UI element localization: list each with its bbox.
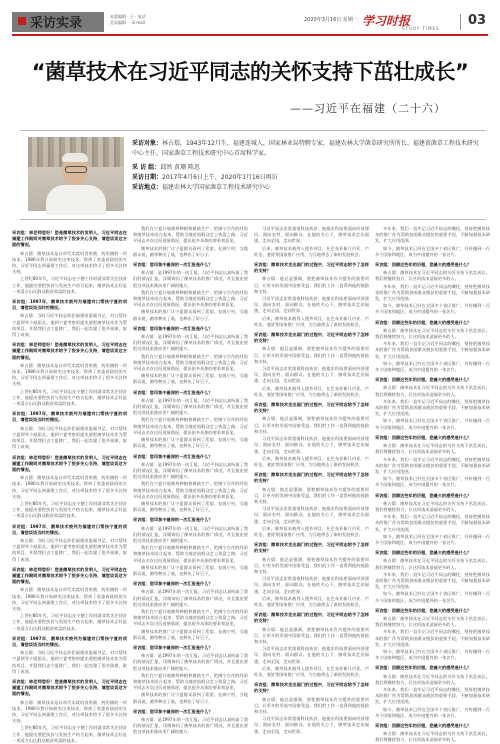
question-paragraph: 采访组：林老师您好！您是菌草技术的发明人，习近平同志在福建工作期间对菌草技术给予了很多关心支持，请您谈谈这方面的情况。 [12,342,127,360]
answer-paragraph: 林占熺：菌草技术在习近平同志的关怀支持下茁壮成长。我们将继续努力，让这项技术造福更多的人。 [375,443,490,455]
answer-paragraph: 多年来，我们一直牢记习近平同志的嘱托，坚持把菌草技术的推广作为帮助贫困群众脱贫的重要手段，不断加强技术研发，扩大应用范围。 [375,629,490,647]
answer-paragraph: 林占熺：菌草技术在习近平同志的关怀支持下茁壮成长。我们将继续努力，让这项技术造福更多的人。 [375,327,490,340]
answer-paragraph: 林占熺：菌草技术是以草代木栽培食用菌、药用菌的一项技术。1986年我开始研究这项技术，得到了省委省政府的支持。习近平同志到福建工作后，对这项技术给予了很多关注和支持。 [12,362,127,387]
answer-paragraph: 后来，菌草技术被列入援外项目，在巴布亚新几内亚、卢旺达、斐济等国家推广应用，为当地带去了新的发展机会。 [254,385,369,397]
question-paragraph: 采访组：回顾这些年的历程，您最大的感受是什么？ [375,434,472,440]
interviewer-row [132,163,482,173]
question-paragraph: 采访组：菌草技术走出国门的过程中，习近平同志给予了怎样的支持？ [254,472,369,484]
section-marker [18,17,26,25]
answer-paragraph: 上世纪80年代，习近平同志在宁德工作时就非常关注扶贫工作，他提出要把扶贫与发展生产结合起来，菌草技术正好是一项适合山区群众脱贫致富的技术。 [12,500,127,519]
answer-paragraph: 林占熺：他总是强调，要把菌草技术作为援外的重要项目，让更多的发展中国家受益。我们的工作一直得到他的鼓励和支持。 [254,486,369,504]
question-paragraph: 采访组：菌草技术走出国门的过程中，习近平同志给予了怎样的支持？ [254,682,369,694]
answer-paragraph: 上世纪80年代，习近平同志在宁德工作时就非常关注扶贫工作，他提出要把扶贫与发展生产结合起来，菌草技术正好是一项适合山区群众脱贫致富的技术。 [12,725,127,743]
answer-paragraph: 我们在宁夏开展菌草种植和菌菇生产，把闽宁合作的经验和菌草技术结合起来，帮助当地贫困群众走上致富之路。习近平同志多次过问进展情况，提出很多具体的要求和意见。 [133,289,248,308]
question-paragraph: 采访组：1997年，菌草技术被列为福建对口帮扶宁夏的项目，请您谈谈当时的情况。 [12,523,127,535]
answer-paragraph: 如今，菌草技术已经在全国多个省区推广，并传播到一百多个国家和地区，成为中国援外的一张名片。 [375,418,490,430]
question-paragraph: 采访组：您印象中最深的一次汇报是什么？ [133,517,213,523]
answer-paragraph: 菌草技术的推广让宁夏群众看到了希望。在闽宁村，当地群众说，菌草种出了菇，也种出了好日子。 [133,692,248,704]
answer-paragraph: 林占熺：他总是强调，要把菌草技术作为援外的重要项目，让更多的发展中国家受益。我们的工作一直得到他的鼓励和支持。 [254,346,369,364]
question-paragraph: 采访组：1997年，菌草技术被列为福建对口帮扶宁夏的项目，请您谈谈当时的情况。 [12,299,127,311]
question-paragraph: 采访组：您印象中最深的一次汇报是什么？ [133,389,213,395]
question-paragraph: 采访组：您印象中最深的一次汇报是什么？ [133,581,213,587]
answer-paragraph: 林占熺：是1997年的一次汇报。习近平同志认真听取了我们的情况汇报，详细询问了菌草技术的推广情况，并且提出要把这项技术推向更广阔的地方。 [133,653,248,671]
answer-paragraph: 菌草技术的推广让宁夏群众看到了希望。在闽宁村，当地群众说，菌草种出了菇，也种出了好日子。 [133,245,248,257]
question-paragraph: 采访组：菌草技术走出国门的过程中，习近平同志给予了怎样的支持？ [254,402,369,414]
question-paragraph: 采访组：您印象中最深的一次汇报是什么？ [133,453,213,459]
answer-paragraph: 林占熺：是1997年的一次汇报。习近平同志认真听取了我们的情况汇报，详细询问了菌草技术的推广情况，并且提出要把这项技术推向更广阔的地方。 [133,461,248,480]
answer-paragraph: 林占熺：是1997年的一次汇报。习近平同志认真听取了我们的情况汇报，详细询问了菌草技术的推广情况，并且提出要把这项技术推向更广阔的地方。 [133,717,248,735]
answer-paragraph: 林占熺：他总是强调，要把菌草技术作为援外的重要项目，让更多的发展中国家受益。我们的工作一直得到他的鼓励和支持。 [254,626,369,644]
answer-paragraph: 后来，菌草技术被列入援外项目，在巴布亚新几内亚、卢旺达、斐济等国家推广应用，为当地带去了新的发展机会。 [254,315,369,327]
section-title: 采访实录 [30,16,83,31]
subject-row [132,139,482,159]
article-subheadline: ——习近平在福建（二十六） [290,102,446,115]
article-column [12,226,127,743]
question-paragraph: 采访组：林老师您好！您是菌草技术的发明人，习近平同志在福建工作期间对菌草技术给予了很多关心支持，请您谈谈这方面的情况。 [12,679,127,697]
question-paragraph: 采访组：林老师您好！您是菌草技术的发明人，习近平同志在福建工作期间对菌草技术给予了很多关心支持，请您谈谈这方面的情况。 [12,566,127,585]
question-paragraph: 采访组：回顾这些年的历程，您最大的感受是什么？ [375,319,472,325]
answer-paragraph: 如今，菌草技术已经在全国多个省区推广，并传播到一百多个国家和地区，成为中国援外的一张名片。 [375,245,490,257]
interviewer-names: 邱然 黄珊 陈思 [160,164,201,171]
newspaper-logo-en: STUDY TIMES [402,26,440,31]
question-paragraph: 采访组：回顾这些年的历程，您最大的感受是什么？ [375,665,472,671]
question-paragraph: 采访组：您印象中最深的一次汇报是什么？ [133,325,213,331]
answer-paragraph: 我们在宁夏开展菌草种植和菌菇生产，把闽宁合作的经验和菌草技术结合起来，帮助当地贫困群众走上致富之路。习近平同志多次过问进展情况，提出很多具体的要求和意见。 [133,545,248,563]
place-row [132,183,482,193]
question-paragraph: 采访组：回顾这些年的历程，您最大的感受是什么？ [375,550,472,556]
interview-time: 2017年4月6日上午，2020年1月16日再访 [162,174,278,181]
answer-paragraph: 习近平同志非常重视科技扶贫，他提出科技要面向经济建设、面向农村、面向群众。在他的关心下，菌草技术走出福建，走向全国，走向世界。 [254,436,369,454]
question-paragraph: 采访组：回顾这些年的历程，您最大的感受是什么？ [375,377,472,383]
answer-paragraph: 如今，菌草技术已经在全国多个省区推广，并传播到一百多个国家和地区，成为中国援外的一张名片。 [375,591,490,603]
answer-paragraph: 多年来，我们一直牢记习近平同志的嘱托，坚持把菌草技术的推广作为帮助贫困群众脱贫的重要手段，不断加强技术研发，扩大应用范围。 [375,341,490,359]
answer-paragraph: 林占熺：是1997年的一次汇报。习近平同志认真听取了我们的情况汇报，详细询问了菌草技术的推广情况，并且提出要把这项技术推向更广阔的地方。 [133,334,248,352]
answer-paragraph: 林占熺：菌草技术是以草代木栽培食用菌、药用菌的一项技术。1986年我开始研究这项技术，得到了省委省政府的支持。习近平同志到福建工作后，对这项技术给予了很多关注和支持。 [12,699,127,724]
answer-paragraph: 我们在宁夏开展菌草种植和菌菇生产，把闽宁合作的经验和菌草技术结合起来，帮助当地贫困群众走上致富之路。习近平同志多次过问进展情况，提出很多具体的要求和意见。 [133,608,248,627]
answer-paragraph: 习近平同志非常重视科技扶贫，他提出科技要面向经济建设、面向农村、面向群众。在他的关心下，菌草技术走出福建，走向全国，走向世界。 [254,366,369,384]
question-paragraph: 采访组：林老师您好！您是菌草技术的发明人，习近平同志在福建工作期间对菌草技术给予了很多关心支持，请您谈谈这方面的情况。 [12,454,127,472]
answer-paragraph: 习近平同志非常重视科技扶贫，他提出科技要面向经济建设、面向农村、面向群众。在他的关心下，菌草技术走出福建，走向全国，走向世界。 [254,716,369,734]
divider [460,14,461,30]
subject-label: 采访对象： [132,140,163,147]
answer-paragraph: 多年来，我们一直牢记习近平同志的嘱托，坚持把菌草技术的推广作为帮助贫困群众脱贫的重要手段，不断加强技术研发，扩大应用范围。 [375,514,490,532]
question-paragraph: 采访组：您印象中最深的一次汇报是什么？ [133,644,213,650]
time-label: 采访日期： [132,174,163,181]
answer-paragraph: 林占熺：菌草技术在习近平同志的关怀支持下茁壮成长。我们将继续努力，让这项技术造福更多的人。 [375,385,490,397]
answer-paragraph: 如今，菌草技术已经在全国多个省区推广，并传播到一百多个国家和地区，成为中国援外的一张名片。 [375,706,490,718]
answer-paragraph: 林占熺：菌草技术在习近平同志的关怀支持下茁壮成长。我们将继续努力，让这项技术造福更多的人。 [375,731,490,743]
answer-paragraph: 多年来，我们一直牢记习近平同志的嘱托，坚持把菌草技术的推广作为帮助贫困群众脱贫的重要手段，不断加强技术研发，扩大应用范围。 [375,226,490,244]
answer-paragraph: 林占熺：菌草技术在习近平同志的关怀支持下茁壮成长。我们将继续努力，让这项技术造福更多的人。 [375,673,490,685]
time-row [132,173,482,183]
answer-paragraph: 菌草技术的推广让宁夏群众看到了希望。在闽宁村，当地群众说，菌草种出了菇，也种出了好日子。 [133,437,248,449]
answer-paragraph: 如今，菌草技术已经在全国多个省区推广，并传播到一百多个国家和地区，成为中国援外的一张名片。 [375,533,490,545]
answer-paragraph: 习近平同志非常重视科技扶贫，他提出科技要面向经济建设、面向农村、面向群众。在他的关心下，菌草技术走出福建，走向全国，走向世界。 [254,576,369,594]
answer-paragraph: 多年来，我们一直牢记习近平同志的嘱托，坚持把菌草技术的推广作为帮助贫困群众脱贫的重要手段，不断加强技术研发，扩大应用范围。 [375,398,490,417]
question-paragraph: 采访组：1997年，菌草技术被列为福建对口帮扶宁夏的项目，请您谈谈当时的情况。 [12,411,127,423]
issue-date: 2020年3月16日 星期一 [304,17,358,23]
answer-paragraph: 林占熺：菌草技术在习近平同志的关怀支持下茁壮成长。我们将继续努力，让这项技术造福更多的人。 [375,500,490,512]
answer-paragraph: 林占熺：当时习近平同志担任福建省委副书记、对口帮扶宁夏领导小组组长。他到宁夏考察时提出要把菌草技术作为帮扶项目，并派我们去宁夏推广，我们一起克服了很多困难，取得了成效。 [12,537,127,562]
interview-info-box [20,130,486,220]
answer-paragraph: 林占熺：是1997年的一次汇报。习近平同志认真听取了我们的情况汇报，详细询问了菌草技术的推广情况，并且提出要把这项技术推向更广阔的地方。 [133,397,248,416]
question-paragraph: 采访组：菌草技术走出国门的过程中，习近平同志给予了怎样的支持？ [254,542,369,554]
answer-paragraph: 多年来，我们一直牢记习近平同志的嘱托，坚持把菌草技术的推广作为帮助贫困群众脱贫的重要手段，不断加强技术研发，扩大应用范围。 [375,456,490,474]
answer-paragraph: 上世纪80年代，习近平同志在宁德工作时就非常关注扶贫工作，他提出要把扶贫与发展生产结合起来，菌草技术正好是一项适合山区群众脱贫致富的技术。 [12,613,127,631]
glasses-icon [65,166,87,173]
question-paragraph: 采访组：您印象中最深的一次汇报是什么？ [133,262,213,268]
answer-paragraph: 林占熺：当时习近平同志担任福建省委副书记、对口帮扶宁夏领导小组组长。他到宁夏考察时提出要把菌草技术作为帮扶项目，并派我们去宁夏推广，我们一起克服了很多困难，取得了成效。 [12,425,127,450]
answer-paragraph: 习近平同志非常重视科技扶贫，他提出科技要面向经济建设、面向农村、面向群众。在他的关心下，菌草技术走出福建，走向全国，走向世界。 [254,646,369,664]
question-paragraph: 采访组：1997年，菌草技术被列为福建对口帮扶宁夏的项目，请您谈谈当时的情况。 [12,635,127,647]
editor-credits [110,14,220,26]
newspaper-logo: 学习时报 [362,14,411,28]
portrait-hair [62,153,88,162]
page-header [12,8,488,36]
answer-paragraph: 习近平同志非常重视科技扶贫，他提出科技要面向经济建设、面向农村、面向群众。在他的关心下，菌草技术走出福建，走向全国，走向世界。 [254,226,369,244]
answer-paragraph: 多年来，我们一直牢记习近平同志的嘱托，坚持把菌草技术的推广作为帮助贫困群众脱贫的重要手段，不断加强技术研发，扩大应用范围。 [375,283,490,302]
answer-paragraph: 林占熺：是1997年的一次汇报。习近平同志认真听取了我们的情况汇报，详细询问了菌草技术的推广情况，并且提出要把这项技术推向更广阔的地方。 [133,525,248,543]
answer-paragraph: 如今，菌草技术已经在全国多个省区推广，并传播到一百多个国家和地区，成为中国援外的一张名片。 [375,648,490,661]
answer-paragraph: 林占熺：是1997年的一次汇报。习近平同志认真听取了我们的情况汇报，详细询问了菌草技术的推广情况，并且提出要把这项技术推向更广阔的地方。 [133,589,248,607]
answer-paragraph: 多年来，我们一直牢记习近平同志的嘱托，坚持把菌草技术的推广作为帮助贫困群众脱贫的重要手段，不断加强技术研发，扩大应用范围。 [375,571,490,590]
question-paragraph: 采访组：菌草技术走出国门的过程中，习近平同志给予了怎样的支持？ [254,612,369,624]
portrait-photo [28,137,124,211]
answer-paragraph: 林占熺：菌草技术是以草代木栽培食用菌、药用菌的一项技术。1986年我开始研究这项技术，得到了省委省政府的支持。习近平同志到福建工作后，对这项技术给予了很多关注和支持。 [12,475,127,499]
answer-paragraph: 我们在宁夏开展菌草种植和菌菇生产，把闽宁合作的经验和菌草技术结合起来，帮助当地贫困群众走上致富之路。习近平同志多次过问进展情况，提出很多具体的要求和意见。 [133,226,248,244]
answer-paragraph: 林占熺：他总是强调，要把菌草技术作为援外的重要项目，让更多的发展中国家受益。我们的工作一直得到他的鼓励和支持。 [254,696,369,715]
answer-paragraph: 林占熺：他总是强调，要把菌草技术作为援外的重要项目，让更多的发展中国家受益。我们的工作一直得到他的鼓励和支持。 [254,556,369,574]
answer-paragraph: 林占熺：菌草技术在习近平同志的关怀支持下茁壮成长。我们将继续努力，让这项技术造福更多的人。 [375,558,490,570]
answer-paragraph: 林占熺：当时习近平同志担任福建省委副书记、对口帮扶宁夏领导小组组长。他到宁夏考察时提出要把菌草技术作为帮扶项目，并派我们去宁夏推广，我们一起克服了很多困难，取得了成效。 [12,313,127,338]
answer-paragraph: 如今，菌草技术已经在全国多个省区推广，并传播到一百多个国家和地区，成为中国援外的一张名片。 [375,360,490,373]
answer-paragraph: 林占熺：他总是强调，要把菌草技术作为援外的重要项目，让更多的发展中国家受益。我们的工作一直得到他的鼓励和支持。 [254,416,369,434]
answer-paragraph: 菌草技术的推广让宁夏群众看到了希望。在闽宁村，当地群众说，菌草种出了菇，也种出了好日子。 [133,564,248,576]
answer-paragraph: 我们在宁夏开展菌草种植和菌菇生产，把闽宁合作的经验和菌草技术结合起来，帮助当地贫困群众走上致富之路。习近平同志多次过问进展情况，提出很多具体的要求和意见。 [133,481,248,499]
answer-paragraph: 后来，菌草技术被列入援外项目，在巴布亚新几内亚、卢旺达、斐济等国家推广应用，为当地带去了新的发展机会。 [254,245,369,257]
answer-paragraph: 我们在宁夏开展菌草种植和菌菇生产，把闽宁合作的经验和菌草技术结合起来，帮助当地贫困群众走上致富之路。习近平同志多次过问进展情况，提出很多具体的要求和意见。 [133,353,248,372]
answer-paragraph: 后来，菌草技术被列入援外项目，在巴布亚新几内亚、卢旺达、斐济等国家推广应用，为当地带去了新的发展机会。 [254,595,369,607]
question-paragraph: 采访组：回顾这些年的历程，您最大的感受是什么？ [375,607,472,613]
question-paragraph: 采访组：菌草技术走出国门的过程中，习近平同志给予了怎样的支持？ [254,262,369,274]
answer-paragraph: 我们在宁夏开展菌草种植和菌菇生产，把闽宁合作的经验和菌草技术结合起来，帮助当地贫困群众走上致富之路。习近平同志多次过问进展情况，提出很多具体的要求和意见。 [133,417,248,435]
answer-paragraph: 菌草技术的推广让宁夏群众看到了希望。在闽宁村，当地群众说，菌草种出了菇，也种出了好日子。 [133,373,248,385]
article-body [12,226,490,743]
answer-paragraph: 林占熺：菌草技术是以草代木栽培食用菌、药用菌的一项技术。1986年我开始研究这项技术，得到了省委省政府的支持。习近平同志到福建工作后，对这项技术给予了很多关注和支持。 [12,587,127,611]
portrait-shirt [46,185,106,215]
answer-paragraph: 林占熺：当时习近平同志担任福建省委副书记、对口帮扶宁夏领导小组组长。他到宁夏考察时提出要把菌草技术作为帮扶项目，并派我们去宁夏推广，我们一起克服了很多困难，取得了成效。 [12,650,127,674]
interview-details [132,139,482,193]
answer-paragraph: 菌草技术的推广让宁夏群众看到了希望。在闽宁村，当地群众说，菌草种出了菇，也种出了好日子。 [133,500,248,513]
answer-paragraph: 多年来，我们一直牢记习近平同志的嘱托，坚持把菌草技术的推广作为帮助贫困群众脱贫的重要手段，不断加强技术研发，扩大应用范围。 [375,687,490,705]
question-paragraph: 采访组：回顾这些年的历程，您最大的感受是什么？ [375,723,472,729]
answer-paragraph: 我们在宁夏开展菌草种植和菌菇生产，把闽宁合作的经验和菌草技术结合起来，帮助当地贫困群众走上致富之路。习近平同志多次过问进展情况，提出很多具体的要求和意见。 [133,672,248,691]
interviewer-label: 采 访 组： [132,164,161,171]
answer-paragraph: 林占熺：菌草技术是以草代木栽培食用菌、药用菌的一项技术。1986年我开始研究这项技术，得到了省委省政府的支持。习近平同志到福建工作后，对这项技术给予了很多关注和支持。 [12,250,127,275]
article-column [254,226,369,734]
answer-paragraph: 后来，菌草技术被列入援外项目，在巴布亚新几内亚、卢旺达、斐济等国家推广应用，为当地带去了新的发展机会。 [254,455,369,467]
subject-bio: 林占熺，1943年12月生，福建连城人，国家林业局特聘专家，福建农林大学菌草研究所所长、福建省菌草工程技术研究中心主任、国家菌草工程技术研究中心首席科学家。 [132,140,479,157]
article-headline: “菌草技术在习近平同志的关怀支持下茁壮成长” [31,60,469,84]
answer-paragraph: 如今，菌草技术已经在全国多个省区推广，并传播到一百多个国家和地区，成为中国援外的一张名片。 [375,303,490,315]
answer-paragraph: 后来，菌草技术被列入援外项目，在巴布亚新几内亚、卢旺达、斐济等国家推广应用，为当地带去了新的发展机会。 [254,665,369,677]
answer-paragraph: 上世纪80年代，习近平同志在宁德工作时就非常关注扶贫工作，他提出要把扶贫与发展生产结合起来，菌草技术正好是一项适合山区群众脱贫致富的技术。 [12,276,127,294]
answer-paragraph: 上世纪80年代，习近平同志在宁德工作时就非常关注扶贫工作，他提出要把扶贫与发展生产结合起来，菌草技术正好是一项适合山区群众脱贫致富的技术。 [12,388,127,407]
question-paragraph: 采访组：林老师您好！您是菌草技术的发明人，习近平同志在福建工作期间对菌草技术给予了很多关心支持，请您谈谈这方面的情况。 [12,230,127,248]
answer-paragraph: 习近平同志非常重视科技扶贫，他提出科技要面向经济建设、面向农村、面向群众。在他的关心下，菌草技术走出福建，走向全国，走向世界。 [254,506,369,524]
interview-place: 福建农林大学国家菌草工程技术研究中心 [162,184,271,191]
page-number: 03 [468,13,487,28]
article-column [133,226,248,735]
answer-paragraph: 菌草技术的推广让宁夏群众看到了希望。在闽宁村，当地群众说，菌草种出了菇，也种出了好日子。 [133,628,248,640]
answer-paragraph: 林占熺：菌草技术在习近平同志的关怀支持下茁壮成长。我们将继续努力，让这项技术造福更多的人。 [375,615,490,628]
editor-line: 美术编辑 · · E-mail [110,20,145,25]
question-paragraph: 采访组：回顾这些年的历程，您最大的感受是什么？ [375,492,472,498]
answer-paragraph: 林占熺：菌草技术在习近平同志的关怀支持下茁壮成长。我们将继续努力，让这项技术造福更多的人。 [375,270,490,282]
question-paragraph: 采访组：菌草技术走出国门的过程中，习近平同志给予了怎样的支持？ [254,332,369,344]
editor-line: 本版编辑 · 王 · 电话 [110,14,146,19]
answer-paragraph: 习近平同志非常重视科技扶贫，他提出科技要面向经济建设、面向农村、面向群众。在他的关心下，菌草技术走出福建，走向全国，走向世界。 [254,296,369,314]
answer-paragraph: 后来，菌草技术被列入援外项目，在巴布亚新几内亚、卢旺达、斐济等国家推广应用，为当地带去了新的发展机会。 [254,525,369,537]
question-paragraph: 采访组：回顾这些年的历程，您最大的感受是什么？ [375,262,472,268]
answer-paragraph: 林占熺：他总是强调，要把菌草技术作为援外的重要项目，让更多的发展中国家受益。我们的工作一直得到他的鼓励和支持。 [254,276,369,294]
question-paragraph: 采访组：您印象中最深的一次汇报是什么？ [133,708,213,714]
answer-paragraph: 林占熺：是1997年的一次汇报。习近平同志认真听取了我们的情况汇报，详细询问了菌草技术的推广情况，并且提出要把这项技术推向更广阔的地方。 [133,270,248,288]
article-column [375,226,490,743]
place-label: 采访地点： [132,184,163,191]
answer-paragraph: 如今，菌草技术已经在全国多个省区推广，并传播到一百多个国家和地区，成为中国援外的一张名片。 [375,476,490,488]
answer-paragraph: 菌草技术的推广让宁夏群众看到了希望。在闽宁村，当地群众说，菌草种出了菇，也种出了好日子。 [133,309,248,321]
